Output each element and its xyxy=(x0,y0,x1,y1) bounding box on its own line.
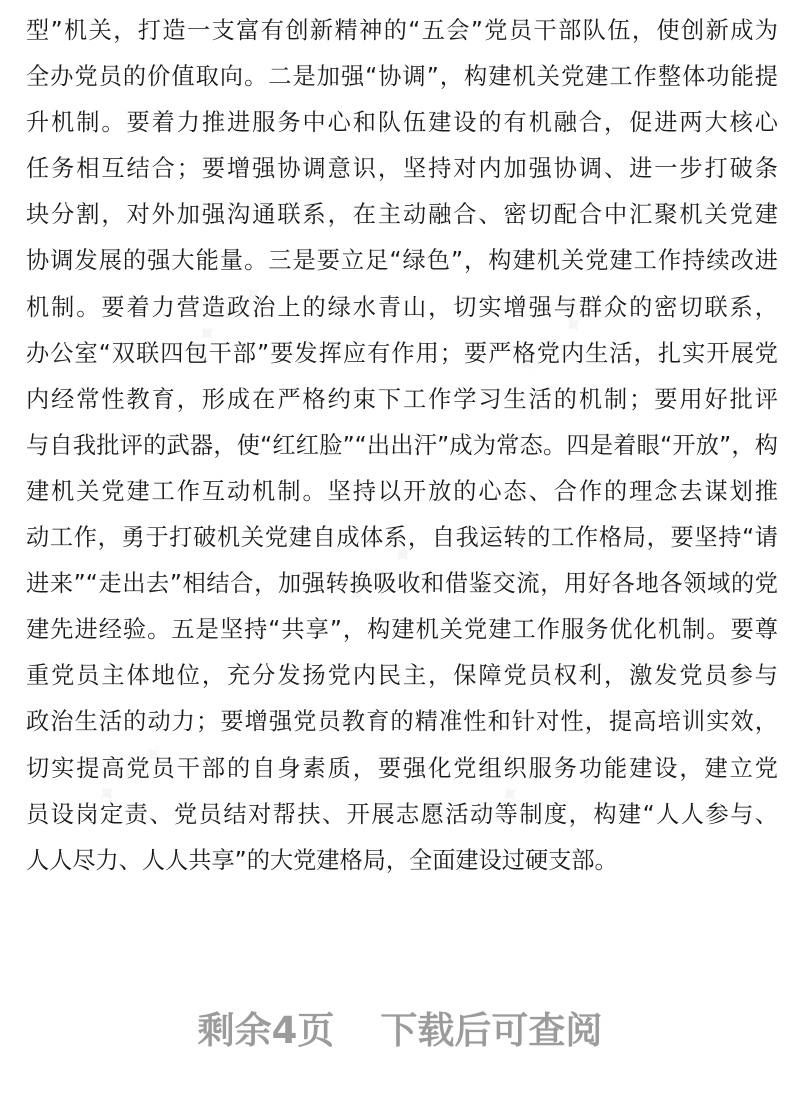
text-line: 办公室“双联四包干部”要发挥应有作用；要严格党内生活，扎实开展党 xyxy=(26,339,778,367)
text-line: 与自我批评的武器，使“红红脸”“出出汗”成为常态。四是着眼“开放”，构 xyxy=(26,431,778,459)
text-line: 内经常性教育，形成在严格约束下工作学习生活的机制；要用好批评 xyxy=(26,385,778,413)
text-line: 机制。要着力营造政治上的绿水青山，切实增强与群众的密切联系， xyxy=(26,293,778,321)
text-line: 协调发展的强大能量。三是要立足“绿色”，构建机关党建工作持续改进 xyxy=(26,247,778,275)
text-line: 任务相互结合；要增强协调意识，坚持对内加强协调、进一步打破条 xyxy=(26,155,778,183)
text-line: 型”机关，打造一支富有创新精神的“五会”党员干部队伍，使创新成为 xyxy=(26,17,778,44)
body-text xyxy=(26,8,778,884)
text-line: 政治生活的动力；要增强党员教育的精准性和针对性，提高培训实效， xyxy=(26,708,778,736)
text-line: 切实提高党员干部的自身素质，要强化党组织服务功能建设，建立党 xyxy=(26,754,778,782)
text-line: 全办党员的价值取向。二是加强“协调”，构建机关党建工作整体功能提 xyxy=(26,63,778,91)
remaining-pages-label: 剩余4页 xyxy=(197,1009,335,1052)
text-line: 升机制。要着力推进服务中心和队伍建设的有机融合，促进两大核心 xyxy=(26,109,778,137)
download-to-read-label: 下载后可查阅 xyxy=(380,1009,603,1052)
text-line: 块分割，对外加强沟通联系，在主动融合、密切配合中汇聚机关党建 xyxy=(26,201,778,229)
text-line: 员设岗定责、党员结对帮扶、开展志愿活动等制度，构建“人人参与、 xyxy=(26,800,778,828)
text-line: 重党员主体地位，充分发扬党内民主，保障党员权利，激发党员参与 xyxy=(26,662,778,690)
text-line: 建先进经验。五是坚持“共享”，构建机关党建工作服务优化机制。要尊 xyxy=(26,616,778,644)
text-line: 进来”“走出去”相结合，加强转换吸收和借鉴交流，用好各地各领域的党 xyxy=(26,570,778,598)
text-line: 人人尽力、人人共享”的大党建格局，全面建设过硬支部。 xyxy=(26,846,618,874)
text-line: 建机关党建工作互动机制。坚持以开放的心态、合作的理念去谋划推 xyxy=(26,477,778,505)
text-line: 动工作，勇于打破机关党建自成体系，自我运转的工作格局，要坚持“请 xyxy=(26,524,778,552)
download-notice[interactable] xyxy=(0,1000,800,1054)
